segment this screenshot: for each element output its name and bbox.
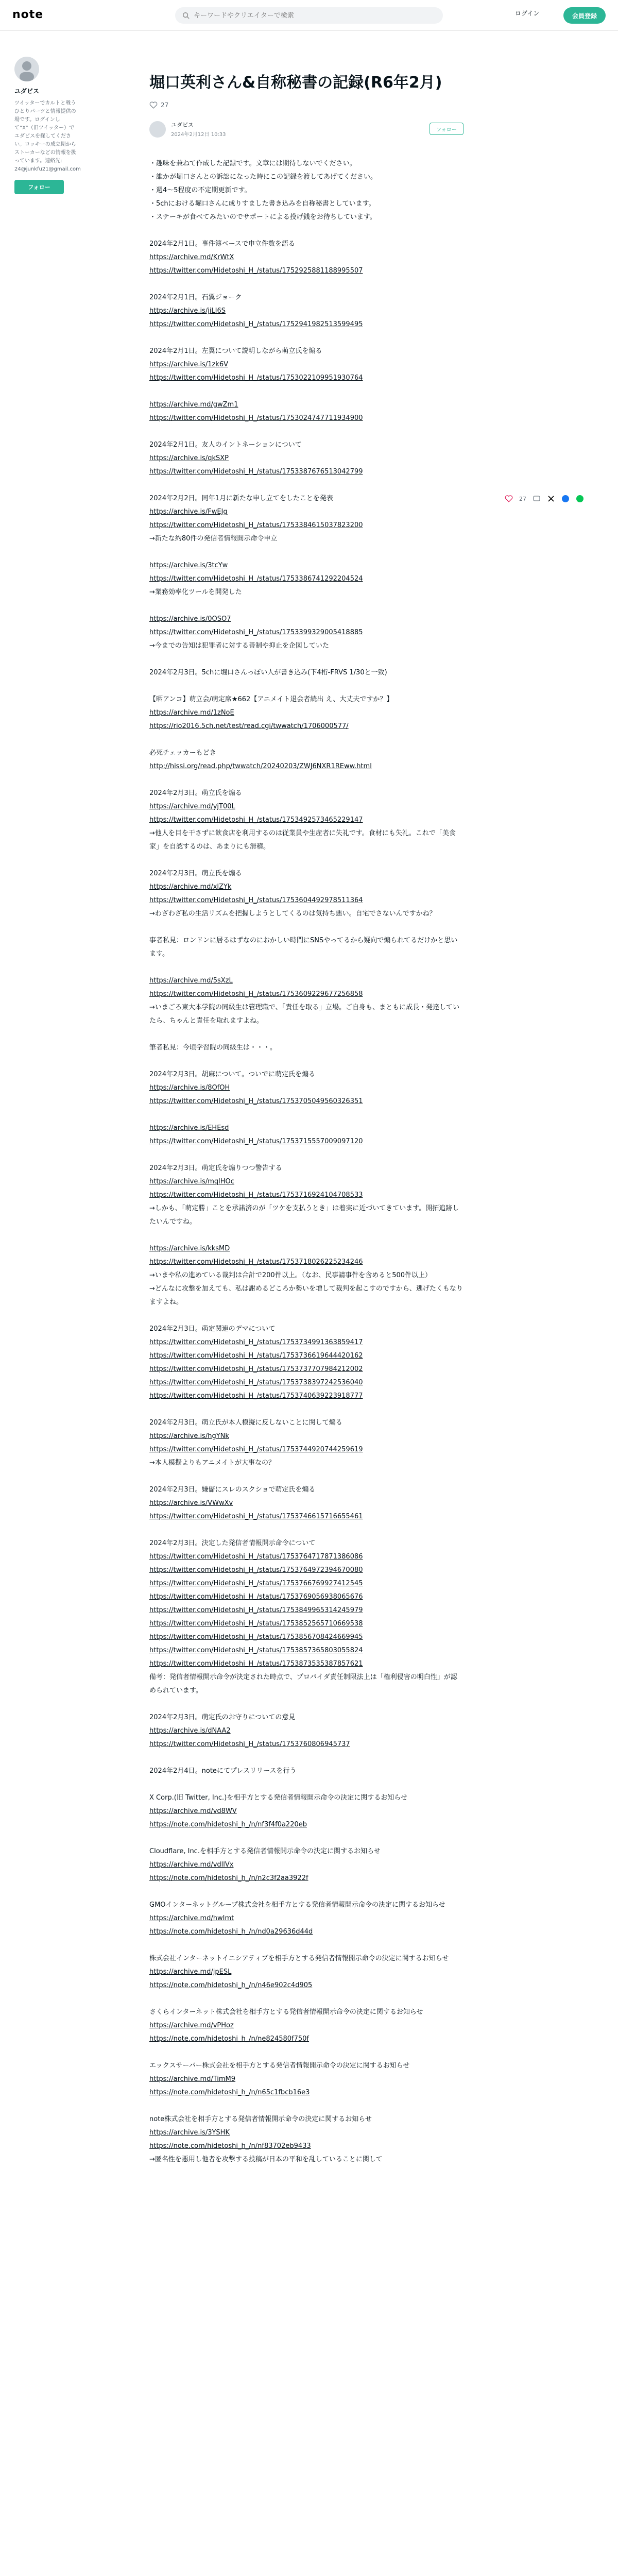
article-link[interactable]: https://archive.is/8OfOH (149, 1084, 230, 1092)
article-link[interactable]: https://archive.is/3tcYw (149, 562, 228, 569)
side-like-count: 27 (519, 495, 526, 502)
blank-line (149, 921, 464, 934)
article-text: 2024年2月1日。友人のイントネーションについて (149, 441, 302, 449)
blank-line (149, 331, 464, 345)
article-link[interactable]: https://twitter.com/Hidetoshi_H_/status/1753387676513042799 (149, 468, 363, 476)
author-name[interactable]: ユダビス (171, 122, 194, 128)
login-link[interactable]: ログイン (515, 10, 540, 17)
link-line (149, 894, 464, 907)
article-link[interactable]: https://twitter.com/Hidetoshi_H_/status/1753857365803055824 (149, 1647, 363, 1654)
article-text: →本人模擬よりもアニメイトが大事なの？ (149, 1459, 275, 1467)
article-text: 2024年2月3日。萌立氏が本人模擬に反しないことに関して煽る (149, 1419, 342, 1427)
author-follow-button[interactable]: フォロー (430, 123, 464, 135)
link-line (149, 1577, 464, 1590)
link-line (149, 1497, 464, 1510)
article-text: →いまごろ東大本学院の同級生は管理職で、「責任を取る」立場。ご自身も、まともに成長・発達していたら、ちゃんと責任を取れますよね。 (149, 1004, 460, 1025)
article-link[interactable]: https://note.com/hidetoshi_h_/n/n46e902c4d905 (149, 1981, 313, 1989)
article-text: 2024年2月3日。萌定氏のお守りについての意見 (149, 1714, 296, 1721)
article-text: ・誰かが堀口さんとの訴訟になった時にこの記録を渡してあげてください。 (149, 173, 377, 181)
article-link[interactable]: https://twitter.com/Hidetoshi_H_/status/1753386741292204524 (149, 575, 363, 583)
link-line (149, 465, 464, 479)
article-link[interactable]: https://archive.md/jpESL (149, 1968, 232, 1976)
link-line (149, 1872, 464, 1885)
article-link[interactable]: https://note.com/hidetoshi_h_/n/ne824580f750f (149, 2035, 310, 2043)
link-line (149, 1175, 464, 1189)
article-link[interactable]: https://twitter.com/Hidetoshi_H_/status/1753718026225234246 (149, 1258, 363, 1266)
article-text: →どんなに攻撃を加えても、私は謝めるどころか勢いを増して裁判を起こすのですから、逃げたくもなりますよね。 (149, 1285, 463, 1306)
link-line (149, 1256, 464, 1269)
article-link[interactable]: https://twitter.com/Hidetoshi_H_/status/1753705049560326351 (149, 1097, 363, 1105)
link-line (149, 398, 464, 412)
article-text: →今までの告知は犯罪者に対する善制や抑止を企図していた (149, 642, 329, 650)
article-link[interactable]: https://note.com/hidetoshi_h_/n/nf83702eb9433 (149, 2142, 311, 2150)
link-line (149, 1564, 464, 1577)
link-line (149, 1644, 464, 1657)
link-line (149, 1965, 464, 1979)
link-line (149, 1095, 464, 1108)
blank-line (149, 1309, 464, 1323)
article-text: 事者私見：ロンドンに居るはずなのにおかしい時間にSNSやってるから疑向で煽られてるだけかと思います。 (149, 937, 458, 958)
user-icon (14, 57, 39, 81)
article-link[interactable]: https://twitter.com/Hidetoshi_H_/status/1752941982513599495 (149, 320, 363, 328)
link-line (149, 1979, 464, 1992)
article-text: 2024年2月1日。事件簿ベースで申立件数を語る (149, 240, 295, 248)
article-link[interactable]: https://twitter.com/Hidetoshi_H_/status/1753734991363859417 (149, 1338, 363, 1346)
link-line (149, 1389, 464, 1403)
link-line (149, 2086, 464, 2099)
blank-line (149, 1698, 464, 1711)
link-line (149, 1122, 464, 1135)
article-link[interactable]: https://note.com/hidetoshi_h_/n/n65c1fbcb16e3 (149, 2089, 310, 2096)
article-link[interactable]: https://twitter.com/Hidetoshi_H_/status/1753738397242536040 (149, 1379, 363, 1386)
link-line (149, 613, 464, 626)
link-line (149, 1657, 464, 1671)
search-box[interactable] (175, 7, 443, 24)
avatar[interactable] (14, 57, 39, 81)
facebook-share-icon[interactable] (561, 495, 570, 503)
article-link[interactable]: https://archive.is/EHEsd (149, 1124, 229, 1132)
link-line (149, 1590, 464, 1604)
article-text: →しかも、「萌定勝」ことを承諾済のが「ツケを支払うとき」は着実に近づいてきています。開拓追跡したいんですね。 (149, 1205, 459, 1226)
publish-date: 2024年2月12日 10:33 (171, 132, 226, 138)
blank-line (149, 1229, 464, 1242)
creator-name[interactable]: ユダビス (14, 88, 40, 95)
article-text: 2024年2月3日。決定した発信者情報開示命令について (149, 1539, 316, 1547)
creator-bio: ツイッターでカルトと戦うひとりパーツと情報提供の場です。ログインして”X”（旧ツイッター）でユダビスを探してください。ロッキーの成立期からストーカーなどの情報を扱っています。連絡先: 24@junkfu21@gmail.com (14, 100, 81, 172)
author-row (149, 121, 464, 138)
side-actions (505, 495, 584, 503)
blank-line (149, 2046, 464, 2059)
search-icon (182, 12, 190, 19)
link-line (149, 1617, 464, 1631)
article-link[interactable]: https://twitter.com/Hidetoshi_H_/status/1753746615716655461 (149, 1513, 363, 1520)
article-link[interactable]: https://archive.is/FwEJg (149, 508, 228, 516)
article-text: →いまや私の進めている裁判は合計で200件以上。（なお、民事請事件を含めると500件以上） (149, 1272, 432, 1279)
link-line (149, 2073, 464, 2086)
link-line (149, 988, 464, 1001)
article-text: ・5chにおける堀口さんに成りすました書き込みを自称秘書としています。 (149, 200, 375, 208)
follow-button[interactable]: フォロー (14, 180, 64, 194)
link-line (149, 800, 464, 814)
link-line (149, 1631, 464, 1644)
article-text: Cloudflare, Inc.を相手方とする発信者情報開示命令の決定に関するお知らせ (149, 1848, 381, 1855)
blank-line (149, 1108, 464, 1122)
link-line (149, 1242, 464, 1256)
blank-line (149, 599, 464, 613)
article-link[interactable]: https://archive.is/jiLI6S (149, 307, 226, 315)
article-link[interactable]: https://twitter.com/Hidetoshi_H_/status/1753760806945737 (149, 1740, 350, 1748)
article-text: さくらインターネット株式会社を相手方とする発信者情報開示命令の決定に関するお知らせ (149, 2008, 423, 2016)
article-text: 2024年2月3日。萌立氏を煽る (149, 870, 242, 877)
article-text: 2024年2月3日。嫌儲にスレのスクショで萌定氏を煽る (149, 1486, 316, 1494)
article-link[interactable]: https://twitter.com/Hidetoshi_H_/status/1753384615037823200 (149, 521, 363, 529)
article-text: →他人を目を干さずに飲食店を利用するのは従業員や生産者に失礼です。食材にも失礼。これで「美食家」を自認するのは、あまりにも滑稽。 (149, 829, 456, 851)
blank-line (149, 1523, 464, 1537)
article-link[interactable]: https://archive.md/TimM9 (149, 2075, 236, 2083)
article-link[interactable]: https://twitter.com/Hidetoshi_H_/status/1753852565710669538 (149, 1620, 363, 1628)
blank-line (149, 1751, 464, 1765)
article-link[interactable]: https://twitter.com/Hidetoshi_H_/status/1753744920744259619 (149, 1446, 363, 1453)
article-text: note株式会社を相手方とする発信者情報開示命令の決定に関するお知らせ (149, 2115, 372, 2123)
blank-line (149, 1939, 464, 1952)
article-text: 2024年2月3日。胡麻について。ついでに萌定氏を煽る (149, 1071, 316, 1078)
blank-line (149, 680, 464, 693)
link-line (149, 1925, 464, 1939)
article-text: エックスサーバー株式会社を相手方とする発信者情報開示命令の決定に関するお知らせ (149, 2062, 410, 2070)
page-title: 堀口英利さん&自称秘書の記録(R6年2月) (149, 74, 442, 92)
article-link[interactable]: https://archive.md/gwZm1 (149, 401, 238, 409)
link-line (149, 1443, 464, 1456)
article-link[interactable]: https://rio2016.5ch.net/test/read.cgi/twwatch/1706000577/ (149, 722, 349, 730)
article-text: 2024年2月4日。noteにてプレスリリースを行う (149, 1767, 297, 1775)
link-line (149, 1363, 464, 1376)
article-text: →わざわざ私の生活リズムを把握しようとしてくるのは気持ち悪い。自宅でさないんですかね？ (149, 910, 436, 918)
article-link[interactable]: https://twitter.com/Hidetoshi_H_/status/1753764717871386086 (149, 1553, 363, 1561)
article-text: 2024年2月3日。萌定氏を煽りつつ警告する (149, 1164, 282, 1172)
article-text: 2024年2月2日。同年1月に新たな申し立てをしたことを発表 (149, 495, 333, 502)
blank-line (149, 854, 464, 867)
blank-line (149, 1148, 464, 1162)
link-line (149, 559, 464, 572)
link-line (149, 1818, 464, 1832)
link-line (149, 251, 464, 264)
article-link[interactable]: https://twitter.com/Hidetoshi_H_/status/1753609229677256858 (149, 990, 363, 998)
link-line (149, 1135, 464, 1148)
link-line (149, 1858, 464, 1872)
article-text: 備考：発信者情報開示命令が決定された時点で、プロバイダ責任制限法上は「権利侵害の明白性」が認められています。 (149, 1673, 457, 1694)
article-link[interactable]: https://note.com/hidetoshi_h_/n/nd0a29636d44d (149, 1928, 313, 1936)
article-link[interactable]: https://note.com/hidetoshi_h_/n/nf3f4f0a220eb (149, 1821, 307, 1828)
link-line (149, 720, 464, 733)
article-text: 2024年2月3日。萌立氏を煽る (149, 789, 242, 797)
article-text: 2024年2月1日。左翼について説明しながら萌立氏を煽る (149, 347, 322, 355)
link-line (149, 1604, 464, 1617)
blank-line (149, 733, 464, 747)
article-link[interactable]: https://archive.is/hgYNk (149, 1432, 229, 1440)
link-line (149, 1510, 464, 1523)
blank-line (149, 278, 464, 291)
article (149, 72, 464, 2166)
link-line (149, 1081, 464, 1095)
line-share-icon[interactable] (576, 495, 584, 503)
article-link[interactable]: https://twitter.com/Hidetoshi_H_/status/1753716924104708533 (149, 1191, 363, 1199)
link-line (149, 452, 464, 465)
article-link[interactable]: https://archive.md/vd8WV (149, 1807, 237, 1815)
article-link[interactable]: https://archive.is/1zk6V (149, 361, 228, 368)
link-line (149, 371, 464, 385)
blank-line (149, 385, 464, 398)
blank-line (149, 2099, 464, 2113)
link-line (149, 2140, 464, 2153)
article-link[interactable]: https://archive.md/vPHoz (149, 2022, 234, 2029)
article-link[interactable]: https://archive.is/0OSO7 (149, 615, 231, 623)
link-line (149, 318, 464, 331)
article-text: 筆者私見：今頃学習院の同級生は・・・。 (149, 1044, 277, 1052)
article-text: 2024年2月3日。5chに堀口さんっぽい人が書き込み(下4桁-FRVS 1/30と一致) (149, 669, 387, 676)
article-text: 2024年2月3日。萌定関連のデマについて (149, 1325, 276, 1333)
blank-line (149, 1470, 464, 1483)
article-link[interactable]: https://archive.is/mqlHOc (149, 1178, 234, 1185)
article-link[interactable]: https://twitter.com/Hidetoshi_H_/status/1753849965314245979 (149, 1606, 363, 1614)
search-input[interactable] (194, 12, 436, 20)
link-line (149, 626, 464, 639)
article-link[interactable]: https://twitter.com/Hidetoshi_H_/status/1753766769927412545 (149, 1580, 363, 1587)
blank-line (149, 1885, 464, 1899)
blank-line (149, 773, 464, 787)
article-link[interactable]: https://archive.md/KrWtX (149, 253, 234, 261)
blank-line (149, 479, 464, 492)
link-line (149, 1805, 464, 1818)
article-link[interactable]: https://archive.is/VWwXv (149, 1499, 233, 1507)
blank-line (149, 961, 464, 974)
link-line (149, 2032, 464, 2046)
article-link[interactable]: https://twitter.com/Hidetoshi_H_/status/1753769056938065676 (149, 1593, 363, 1601)
article-text: ・趣味を兼ねて作成した記録です。文章には期待しないでください。 (149, 160, 356, 167)
article-link[interactable]: https://twitter.com/Hidetoshi_H_/status/1753024747711934900 (149, 414, 363, 422)
blank-line (149, 425, 464, 438)
article-link[interactable]: https://twitter.com/Hidetoshi_H_/status/1752925881188995507 (149, 267, 363, 275)
link-line (149, 572, 464, 586)
article-link[interactable]: https://twitter.com/Hidetoshi_H_/status/1753737707984212002 (149, 1365, 363, 1373)
blank-line (149, 1992, 464, 2006)
article-link[interactable]: https://archive.is/3YSHK (149, 2129, 230, 2137)
link-line (149, 2126, 464, 2140)
article-link[interactable]: https://archive.md/vdllVx (149, 1861, 234, 1869)
article-link[interactable]: https://twitter.com/Hidetoshi_H_/status/1753492573465229147 (149, 816, 363, 824)
blank-line (149, 653, 464, 666)
site-header (0, 0, 618, 31)
blank-line (149, 224, 464, 238)
article-link[interactable]: https://archive.md/xlZYk (149, 883, 232, 891)
article-link[interactable]: https://twitter.com/Hidetoshi_H_/status/1753604492978511364 (149, 896, 363, 904)
x-share-icon[interactable] (547, 495, 555, 503)
heart-icon (149, 101, 158, 109)
article-link[interactable]: https://twitter.com/Hidetoshi_H_/status/1753873535387857621 (149, 1660, 363, 1668)
link-line (149, 1349, 464, 1363)
article-text: GMOインターネットグループ株式会社を相手方とする発信者情報開示命令の決定に関するお知らせ (149, 1901, 445, 1909)
link-line (149, 706, 464, 720)
article-text: →業務効率化ツールを開発した (149, 588, 242, 596)
link-line (149, 1724, 464, 1738)
link-line (149, 760, 464, 773)
blank-line (149, 1028, 464, 1041)
article-text: 必死チェッカーもどき (149, 749, 216, 757)
article-link[interactable]: https://twitter.com/Hidetoshi_H_/status/1753856708424669945 (149, 1633, 363, 1641)
link-line (149, 358, 464, 371)
article-text: →匿名性を悪用し他者を攻撃する投稿が日本の平和を乱していることに関して (149, 2156, 383, 2163)
like-count-row[interactable] (149, 101, 464, 109)
link-line (149, 1376, 464, 1389)
link-line (149, 880, 464, 894)
article-text: →新たな約80件の発信者情報開示命令申立 (149, 535, 278, 543)
article-link[interactable]: https://twitter.com/Hidetoshi_H_/status/1753764972394670080 (149, 1566, 363, 1574)
article-text: 【晒アンコ】萌立会/萌定席★662【アニメイト退会者続出 え、大丈夫ですか？】 (149, 696, 393, 703)
article-link[interactable]: https://archive.md/yjT00L (149, 803, 235, 810)
author-avatar[interactable] (149, 121, 166, 138)
article-link[interactable]: https://archive.is/dNAA2 (149, 1727, 231, 1735)
heart-icon[interactable] (505, 495, 513, 503)
link-line (149, 1430, 464, 1443)
article-link[interactable]: https://archive.md/hwImt (149, 1914, 234, 1922)
link-line (149, 1738, 464, 1751)
article-link[interactable]: https://note.com/hidetoshi_h_/n/n2c3f2aa3922f (149, 1874, 308, 1882)
link-line (149, 1912, 464, 1925)
link-line (149, 974, 464, 988)
link-line (149, 814, 464, 827)
article-link[interactable]: http://hissi.org/read.php/twwatch/20240203/ZWJ6NXR1REww.html (149, 762, 372, 770)
article-text: X Corp.(旧 Twitter, Inc.)を相手方とする発信者情報開示命令の決定に関するお知らせ (149, 1794, 407, 1802)
creator-profile (14, 57, 81, 194)
link-line (149, 264, 464, 278)
blank-line (149, 546, 464, 559)
article-body (149, 157, 464, 2166)
link-line (149, 304, 464, 318)
note-logo[interactable]: note (12, 8, 44, 21)
article-text: ・週4〜5程度の不定期更新です。 (149, 187, 251, 194)
article-link[interactable]: https://archive.is/qkSXP (149, 454, 229, 462)
comment-icon[interactable] (533, 495, 541, 503)
link-line (149, 1189, 464, 1202)
blank-line (149, 1778, 464, 1791)
link-line (149, 1550, 464, 1564)
article-link[interactable]: https://archive.md/1zNoE (149, 709, 234, 717)
article-link[interactable]: https://twitter.com/Hidetoshi_H_/status/1753022109951930764 (149, 374, 363, 382)
like-count: 27 (161, 101, 169, 109)
blank-line (149, 1832, 464, 1845)
article-text: ・ステーキが食べてみたいのでサポートによる投げ銭をお待ちしています。 (149, 213, 376, 221)
article-link[interactable]: https://archive.md/5sXzL (149, 977, 233, 985)
article-text: 2024年2月1日。石翼ジョーク (149, 294, 242, 301)
blank-line (149, 1403, 464, 1416)
link-line (149, 2019, 464, 2032)
article-link[interactable]: https://twitter.com/Hidetoshi_H_/status/1753736619644420162 (149, 1352, 363, 1360)
article-link[interactable]: https://twitter.com/Hidetoshi_H_/status/1753399329005418885 (149, 629, 363, 636)
signup-button[interactable]: 会員登録 (563, 7, 606, 24)
link-line (149, 412, 464, 425)
article-link[interactable]: https://twitter.com/Hidetoshi_H_/status/1753740639223918777 (149, 1392, 363, 1400)
blank-line (149, 1055, 464, 1068)
link-line (149, 1336, 464, 1349)
link-line (149, 519, 464, 532)
article-text: 株式会社インターネットイニシアティブを相手方とする発信者情報開示命令の決定に関するお知らせ (149, 1955, 449, 1962)
article-link[interactable]: https://twitter.com/Hidetoshi_H_/status/1753715557009097120 (149, 1138, 363, 1145)
link-line (149, 505, 464, 519)
article-link[interactable]: https://archive.is/kksMD (149, 1245, 230, 1252)
